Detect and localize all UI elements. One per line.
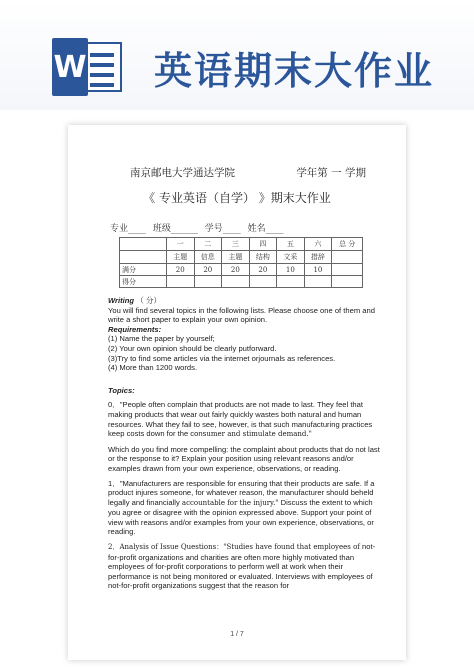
table-cell: 信息 — [194, 251, 222, 264]
table-row — [120, 276, 363, 288]
word-letter: W — [52, 38, 88, 96]
word-document-icon — [52, 38, 124, 96]
list-item: (1) Name the paper by yourself; — [108, 334, 215, 344]
table-cell: 主题 — [167, 251, 195, 264]
writing-heading — [108, 296, 380, 306]
writing-points: （ 分） — [136, 296, 162, 305]
writing-label: Writing — [108, 296, 135, 305]
table-cell: 主题 — [222, 251, 250, 264]
topic-1-rest: Discuss the extent to which you agree or disagree with the opinion expressed above. Support your point of view with reasons and/or examples from your own experience, observations, or reading. — [108, 497, 374, 537]
topics-list — [108, 400, 380, 591]
topics-label: Topics: — [108, 385, 135, 395]
topic-0-tail: umer and stimulate demand." — [206, 430, 312, 439]
topic-1 — [108, 479, 380, 538]
topic-0-question: Which do you find more compelling: the complaint about products that do not last or the response to it? Explain your position using relevant reasons and/or examples drawn from your own experience, observations, or reading. — [108, 444, 380, 473]
table-cell: 四 — [249, 238, 277, 251]
table-cell: 一 — [167, 238, 195, 251]
table-cell — [194, 276, 222, 288]
table-cell — [332, 276, 363, 288]
list-item: (3)Try to find some articles via the internet orjournals as references. — [108, 353, 336, 363]
term-label: 学年第 一 学期 — [296, 167, 366, 179]
list-item: (2) Your own opinion should be clearly putforward. — [108, 343, 277, 353]
table-cell: 措辞 — [304, 251, 332, 264]
document-body — [108, 296, 380, 596]
table-cell: 10 — [304, 264, 332, 276]
table-cell — [120, 251, 167, 264]
intro-paragraph: You will find several topics in the following lists. Please choose one of them and write a short paper to explain your own opinion. — [108, 305, 375, 325]
table-cell: 五 — [277, 238, 305, 251]
table-cell: 六 — [304, 238, 332, 251]
name-field: 姓名____ — [247, 224, 284, 234]
score-table — [119, 237, 363, 288]
table-cell: 总 分 — [332, 238, 363, 251]
topic-0 — [108, 400, 380, 439]
table-cell — [167, 276, 195, 288]
table-cell — [222, 276, 250, 288]
document-header — [130, 165, 366, 180]
document-page — [68, 125, 406, 660]
table-cell: 二 — [194, 238, 222, 251]
table-cell: 满分 — [120, 264, 167, 276]
topic-2-lead: 2．Analysis of Issue Questions："Studies have found that employees of — [108, 543, 360, 552]
table-cell: 20 — [222, 264, 250, 276]
table-cell: 20 — [249, 264, 277, 276]
table-cell — [304, 276, 332, 288]
table-cell: 结构 — [249, 251, 277, 264]
table-cell — [332, 251, 363, 264]
score-table-header — [120, 238, 363, 251]
topic-1-text: 1．"Manufacturers are responsible for ensuring that their products are safe. If a product injures someone, for whatever reason, the manufacturer should beheld legally and financially — [108, 478, 375, 507]
topic-0-text: 0．"People often complain that products are not made to last. They feel that making products that wear out fairly quickly wastes both natural and human resources. What they fail to see, however, is that such manufacturing practices keep costs down for the cons — [108, 400, 373, 439]
class-field: 班级______ — [152, 224, 198, 234]
university-name: 南京邮电大学通达学院 — [130, 167, 235, 179]
topic-1-quote: accountable for the injury." — [181, 498, 279, 507]
table-cell — [249, 276, 277, 288]
table-cell: 得分 — [120, 276, 167, 288]
major-field: 专业____ — [110, 224, 147, 234]
table-cell: 文采 — [277, 251, 305, 264]
banner — [0, 0, 474, 110]
table-cell: 20 — [167, 264, 195, 276]
table-cell: 三 — [222, 238, 250, 251]
table-row — [120, 251, 363, 264]
table-cell — [120, 238, 167, 251]
table-cell: 10 — [277, 264, 305, 276]
requirements-label: Requirements: — [108, 324, 162, 334]
banner-title: 英语期末大作业 — [154, 49, 435, 93]
topic-2-text: not-for-profit organizations and charities are often more highly motivated than employees of for-profit corporations to perform well at work when their performance is not being monitored or evaluated. Interviews with employees of not-for-profit organizations suggest that the reason for — [108, 542, 376, 591]
table-cell — [332, 264, 363, 276]
page-number: 1 / 7 — [230, 631, 244, 638]
student-info-row — [110, 221, 288, 234]
table-cell — [277, 276, 305, 288]
table-cell: 20 — [194, 264, 222, 276]
list-item: (4) More than 1200 words. — [108, 363, 198, 373]
table-row — [120, 264, 363, 276]
course-title: 《 专业英语（自学） 》期末大作业 — [143, 191, 331, 205]
student-id-field: 学号____ — [204, 224, 241, 234]
topic-2 — [108, 542, 380, 591]
